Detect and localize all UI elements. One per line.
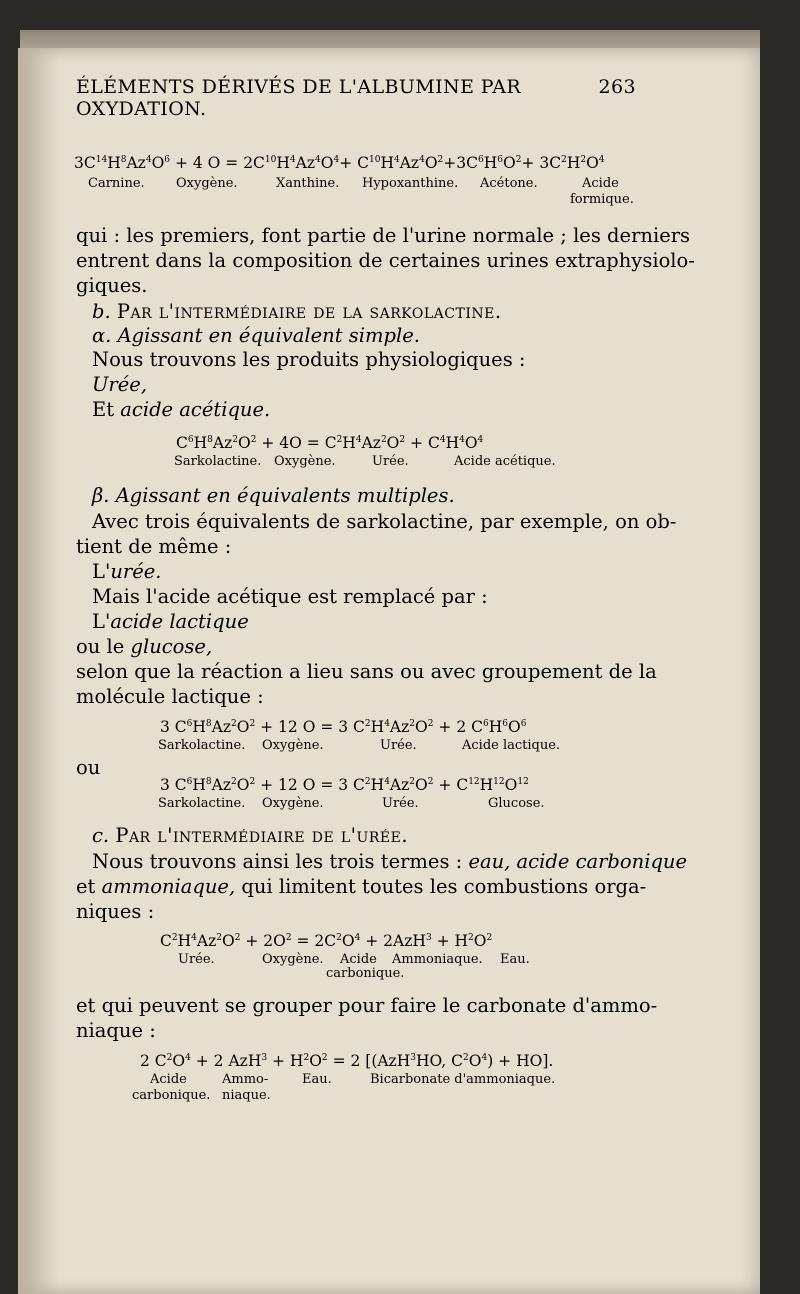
eq2-label: Oxygène. — [274, 454, 336, 469]
eq4-label: Oxygène. — [262, 796, 324, 811]
section-heading-c: c. Par l'intermédiaire de l'urée. — [92, 824, 409, 847]
eq6-label: Eau. — [302, 1072, 332, 1087]
equation-carbonate-ammoniaque: 2 $C^2O^4 + 2$ $AzH^3 + H^2O^2 = 2$ [(AzH$^3$HO, $C^2O^4) + HO$]. — [140, 1052, 554, 1070]
eq6-label: niaque. — [222, 1088, 271, 1103]
running-head-title: ÉLÉMENTS DÉRIVÉS DE L'ALBUMINE PAR OXYDATION. — [76, 76, 522, 120]
eq1-label: Acétone. — [480, 176, 538, 191]
eq1-label: Hypoxanthine. — [362, 176, 459, 191]
paragraph-line: Avec trois équivalents de sarkolactine, par exemple, on ob- — [92, 510, 677, 533]
eq6-label: carbonique. — [132, 1088, 211, 1103]
paragraph-line: tient de même : — [76, 535, 232, 558]
eq2-label: Sarkolactine. — [174, 454, 262, 469]
eq5-label: Ammoniaque. — [392, 952, 483, 967]
paragraph-line: Nous trouvons les produits physiologiques : — [92, 348, 526, 371]
paragraph-line: Mais l'acide acétique est remplacé par : — [92, 585, 488, 608]
paragraph-line: qui : les premiers, font partie de l'urine normale ; les derniers — [76, 224, 691, 247]
eq4-label: Urée. — [382, 796, 419, 811]
eq6-label: Bicarbonate d'ammoniaque. — [370, 1072, 556, 1087]
subsection-heading-alpha: α. Agissant en équivalent simple. — [92, 324, 420, 347]
conjunction-ou: ou — [76, 756, 101, 779]
eq2-label: Acide acétique. — [454, 454, 556, 469]
eq2-label: Urée. — [372, 454, 409, 469]
paragraph-line: et qui peuvent se grouper pour faire le carbonate d'ammo- — [76, 994, 658, 1017]
paragraph-line: niques : — [76, 900, 155, 923]
section-heading-text: Par l'intermédiaire de l'urée. — [115, 824, 409, 847]
term-uree: Urée, — [92, 373, 148, 396]
subsection-heading-beta: β. Agissant en équivalents multiples. — [92, 484, 455, 507]
eq1-label: Carnine. — [88, 176, 145, 191]
eq5-label: Urée. — [178, 952, 215, 967]
eq4-label: Glucose. — [488, 796, 545, 811]
eq3-label: Oxygène. — [262, 738, 324, 753]
eq3-label: Sarkolactine. — [158, 738, 246, 753]
eq5-label: Oxygène. — [262, 952, 324, 967]
term-luree: L'urée. — [92, 560, 162, 583]
eq6-label: Ammo- — [222, 1072, 269, 1087]
term-acide-lactique: L'acide lactique — [92, 610, 249, 633]
term-glucose: ou le glucose, — [76, 635, 213, 658]
eq5-label: Acide — [340, 952, 377, 967]
section-heading-text: Par l'intermédiaire de la sarkolactine. — [116, 300, 502, 323]
equation-sarkolactine-simple: $C^6H^8Az^2O^2 + 4O = C^2H^4Az^2O^2 + C^4H^4O^4$ — [176, 434, 484, 452]
eq1-label: Acide — [582, 176, 619, 191]
equation-glucose: 3 $C^6H^8Az^2O^2 + 12$ O = 3 $C^2H^4Az^2O^2 + C^{12}H^{12}O^{12}$ — [160, 776, 529, 794]
eq1-label: formique. — [570, 192, 634, 207]
eq1-label: Xanthine. — [276, 176, 340, 191]
equation-uree-combustion: $C^2H^4Az^2O^2 + 2O^2 = 2C^2O^4 + 2AzH^3 + H^2O^2$ — [160, 932, 493, 950]
eq6-label: Acide — [150, 1072, 187, 1087]
paragraph-line: giques. — [76, 274, 148, 297]
paragraph-line: et ammoniaque, qui limitent toutes les combustions orga- — [76, 875, 647, 898]
paragraph-line: molécule lactique : — [76, 685, 264, 708]
paragraph-line: entrent dans la composition de certaines urines extraphysiolo- — [76, 249, 695, 272]
equation-carnine: $3C^{14}H^8Az^4O^6 + 4$ $O = 2C^{10}H^4Az^4O^4+ C^{10}H^4Az^4O^2+3C^6H^6O^2+ 3C^2H^2O^4$ — [74, 154, 605, 172]
paragraph-line: niaque : — [76, 1019, 156, 1042]
eq5-label: carbonique. — [326, 966, 405, 981]
running-head — [76, 76, 636, 120]
eq3-label: Acide lactique. — [462, 738, 561, 753]
gutter-shadow — [18, 48, 60, 1294]
paragraph-line: selon que la réaction a lieu sans ou avec groupement de la — [76, 660, 657, 683]
eq4-label: Sarkolactine. — [158, 796, 246, 811]
eq3-label: Urée. — [380, 738, 417, 753]
section-heading-b: b. Par l'intermédiaire de la sarkolactine. — [92, 300, 502, 323]
page-number: 263 — [598, 76, 636, 98]
eq5-label: Eau. — [500, 952, 530, 967]
equation-acide-lactique: 3 $C^6H^8Az^2O^2 + 12$ O = 3 $C^2H^4Az^2O^2 + 2$ $C^6H^6O^6$ — [160, 718, 527, 736]
term-acide-acetique: Et acide acétique. — [92, 398, 271, 421]
eq1-label: Oxygène. — [176, 176, 238, 191]
paragraph-line: Nous trouvons ainsi les trois termes : eau, acide carbonique — [92, 850, 688, 873]
